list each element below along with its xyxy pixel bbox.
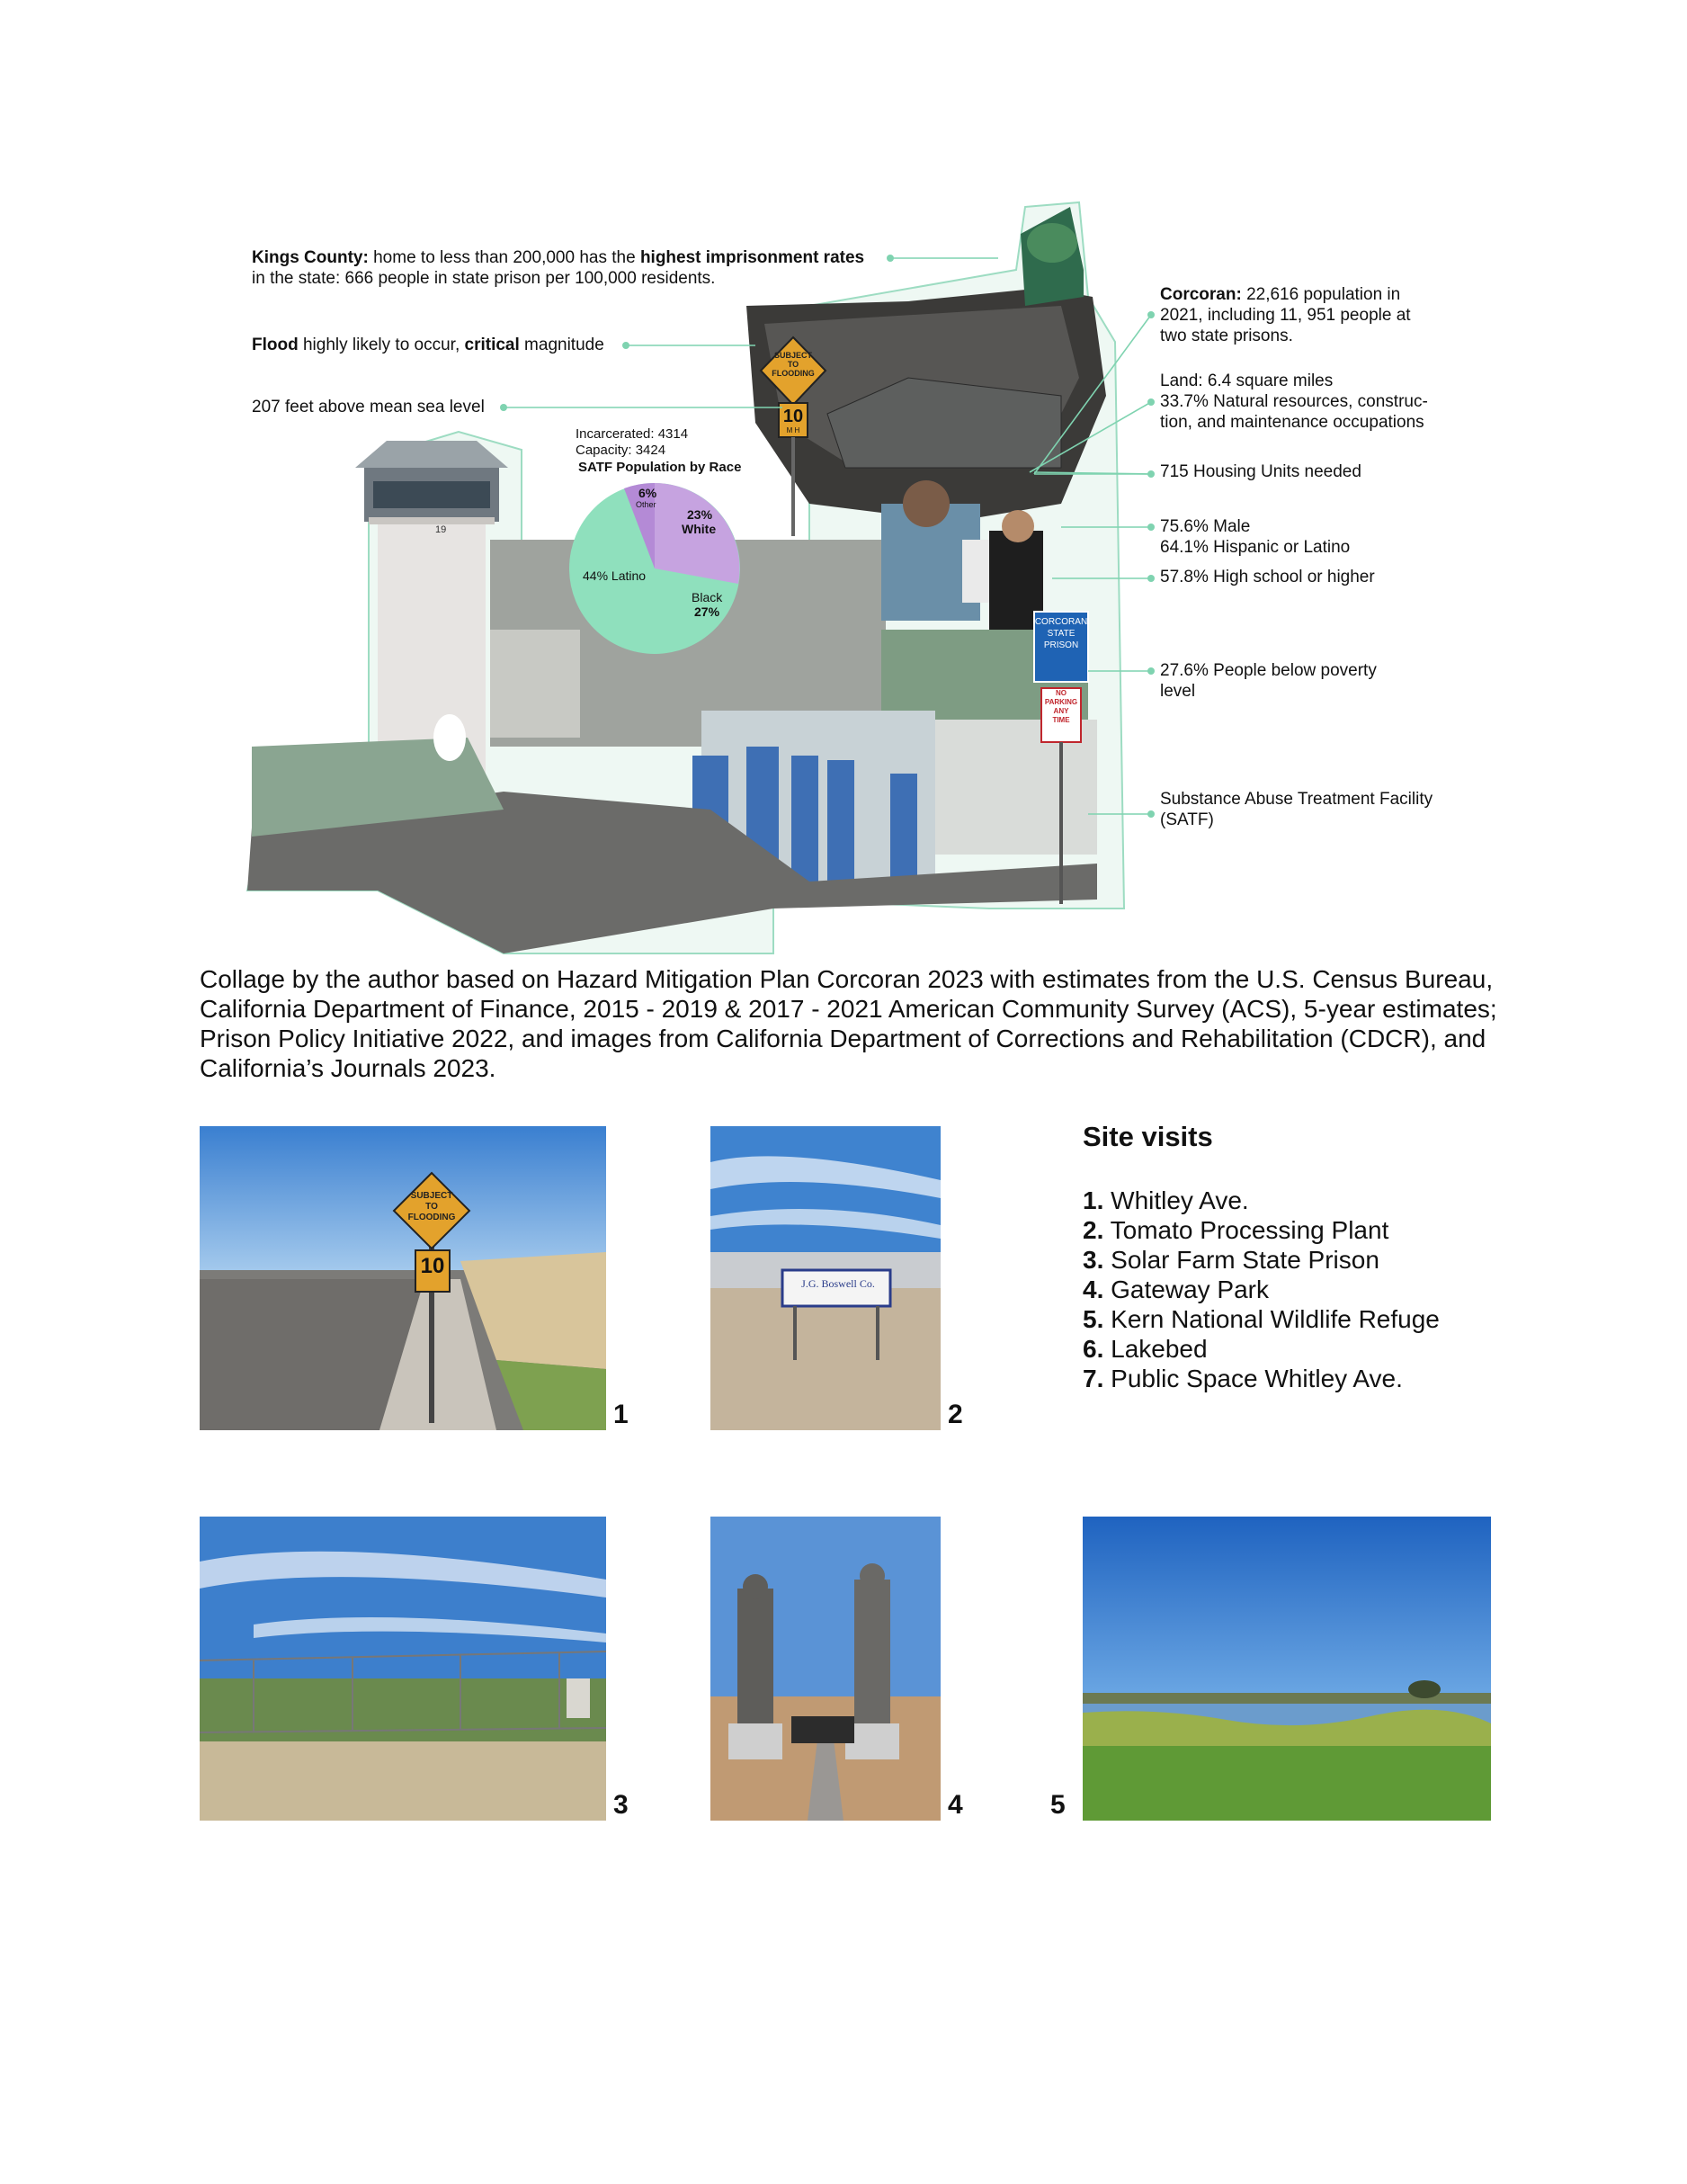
pie-white-label: White: [682, 522, 717, 536]
photo1-sign-line2: TO: [425, 1202, 438, 1212]
flood-sign-line2: TO: [787, 360, 799, 369]
flood-sign-text: [761, 351, 826, 378]
callout-elevation: 207 feet above mean sea level: [252, 398, 485, 416]
photo-solar-farm: [200, 1517, 606, 1821]
site-item: 2. Tomato Processing Plant: [1083, 1216, 1389, 1244]
photo1-sign-text: [403, 1191, 460, 1223]
callout-corcoran: Corcoran: 22,616 population in 2021, including 11, 951 people at two state prisons.: [1160, 285, 1411, 345]
site-visits-title: Site visits: [1083, 1121, 1213, 1152]
pie-title: SATF Population by Race: [578, 460, 742, 475]
site-item: 4. Gateway Park: [1083, 1275, 1269, 1303]
site-item: 7. Public Space Whitley Ave.: [1083, 1365, 1403, 1392]
pie-other-label: Other: [636, 500, 656, 509]
photo1-sign-line3: FLOODING: [407, 1213, 456, 1222]
photo-tomato-plant: [710, 1126, 941, 1430]
photo3-number: 3: [613, 1790, 629, 1820]
callout-kings-county: Kings County: home to less than 200,000 has the highest imprisonment rates in the state: 666 people in state prison per 100,000 residents.: [252, 248, 865, 288]
photo-wildlife-refuge: [1083, 1517, 1491, 1821]
photo1-speed: 10: [420, 1254, 445, 1278]
photo4-number: 4: [948, 1790, 963, 1820]
pie-white-pct: 23%: [687, 507, 713, 522]
caption-line3: Prison Policy Initiative 2022, and images from California Department of Corrections and Rehabilitation (CDCR), and: [200, 1025, 1486, 1052]
site-item: 1. Whitley Ave.: [1083, 1186, 1249, 1214]
photo-whitley-ave: [200, 1126, 606, 1430]
caption-line4: California’s Journals 2023.: [200, 1054, 496, 1082]
prison-sign-line3: PRISON: [1043, 640, 1079, 650]
parking-sign-line3: ANY: [1053, 707, 1069, 715]
collage-caption: [200, 964, 1504, 1083]
pie-other-pct: 6%: [638, 486, 657, 500]
callout-land: Land: 6.4 square miles 33.7% Natural resources, construc- tion, and maintenance occupations: [1160, 371, 1428, 432]
callout-male: 75.6% Male 64.1% Hispanic or Latino: [1160, 517, 1351, 557]
callout-flood: Flood highly likely to occur, critical magnitude: [252, 336, 604, 354]
site-item: 6. Lakebed: [1083, 1335, 1208, 1363]
pie-capacity: Capacity: 3424: [576, 443, 666, 458]
photo1-number: 1: [613, 1400, 629, 1429]
callout-poverty: 27.6% People below poverty level: [1160, 661, 1377, 701]
callout-housing: 715 Housing Units needed: [1160, 462, 1361, 481]
prison-sign-line1: CORCORAN: [1034, 617, 1088, 627]
callout-satf: Substance Abuse Treatment Facility (SATF): [1160, 790, 1433, 829]
prison-sign-line2: STATE: [1047, 629, 1076, 639]
caption-line2: California Department of Finance, 2015 - 2019 & 2017 - 2021 American Community Survey (ACS), 5-year estimates;: [200, 995, 1497, 1023]
pie-incarcerated: Incarcerated: 4314: [576, 426, 689, 442]
parking-sign-text: [1041, 689, 1081, 725]
pie-black-pct: 27%: [694, 604, 720, 619]
speed-sign-unit: M H: [786, 426, 800, 434]
prison-sign-text: [1034, 616, 1088, 651]
site-item: 5. Kern National Wildlife Refuge: [1083, 1305, 1440, 1333]
parking-sign-line4: TIME: [1052, 716, 1070, 724]
flood-sign-line3: FLOODING: [772, 369, 815, 378]
parking-sign-line1: NO: [1056, 689, 1067, 697]
photo5-number: 5: [1050, 1790, 1066, 1820]
flood-sign-line1: SUBJECT: [773, 351, 812, 360]
pie-black-label: Black: [692, 590, 723, 604]
pie-latino: 44% Latino: [583, 568, 647, 583]
callout-school: 57.8% High school or higher: [1160, 568, 1375, 586]
photo1-sign-line1: SUBJECT: [410, 1191, 453, 1201]
site-item: 3. Solar Farm State Prison: [1083, 1246, 1379, 1274]
caption-line1: Collage by the author based on Hazard Mitigation Plan Corcoran 2023 with estimates from the U.S. Census Bureau,: [200, 965, 1494, 993]
photo2-number: 2: [948, 1400, 963, 1429]
photo2-sign-text: J.G. Boswell Co.: [801, 1277, 875, 1290]
tower-number: 19: [435, 524, 447, 535]
speed-sign-text: 10: [782, 407, 804, 426]
photo-gateway-park: [710, 1517, 941, 1821]
site-visits-list: [1083, 1186, 1440, 1393]
parking-sign-line2: PARKING: [1044, 698, 1078, 706]
